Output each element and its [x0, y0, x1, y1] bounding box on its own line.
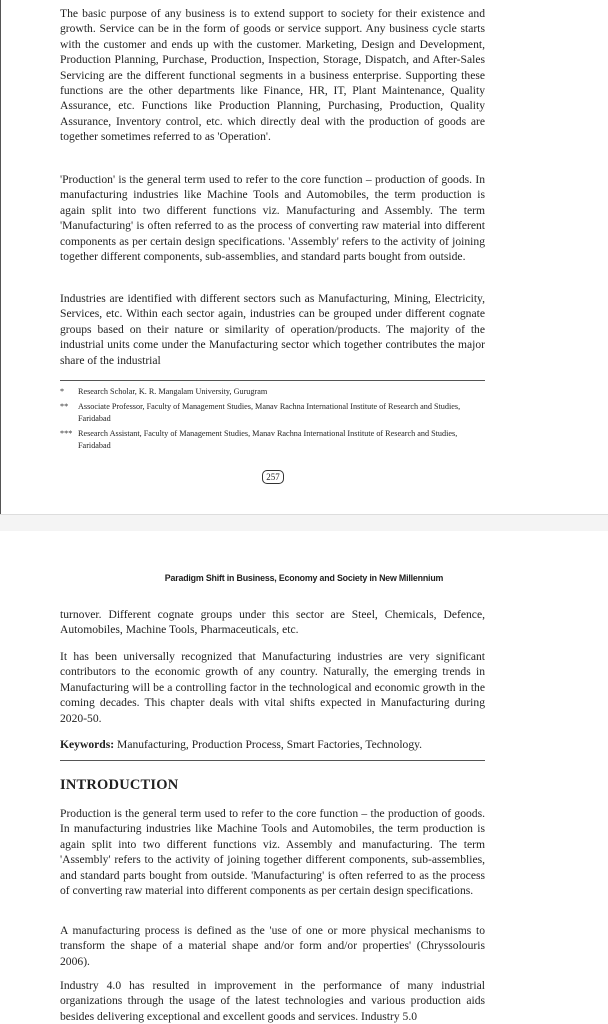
footnote-text: Associate Professor, Faculty of Management Studies, Manav Rachna International Institute of Research and Studies, Faridabad [78, 402, 461, 423]
intro-paragraph-3: Industry 4.0 has resulted in improvement in the performance of many industrial organizations through the usage of the latest technologies and various production aids besides delivering exceptional and excellent goods and services. Industry 5.0 [60, 979, 485, 1023]
intro-paragraph-2: A manufacturing process is defined as the 'use of one or more physical mechanisms to transform the shape of a material shape and/or form and/or properties' (Chryssolouris 2006). [60, 924, 485, 968]
footnote-text: Research Scholar, K. R. Mangalam University, Gurugram [78, 387, 268, 396]
page-separator [0, 514, 608, 532]
footnote-mark: * [60, 387, 65, 396]
running-head: Paradigm Shift in Business, Economy and Society in New Millennium [164, 573, 444, 584]
body-paragraph-1: The basic purpose of any business is to extend support to society for their existence and growth. Service can be in the form of goods or service support. Any business cycle starts with the customer and ends up with the customer. Marketing, Design and Development, Production Planning, Purchase, Production, Inspection, Storage, Dispatch, and After-Sales Servicing are the different functional segments in a business enterprise. Supporting these functions are the other departments like Finance, HR, IT, Plant Maintenance, Quality Assurance, etc. Functions like Production Planning, Purchasing, Production, Quality Assurance, Inventory control, etc. which directly deal with the production of goods are together sometimes referred to as 'Operation'. [60, 7, 485, 144]
page-258 [0, 531, 608, 1024]
keywords-line [60, 737, 485, 752]
page-left-border [0, 0, 1, 514]
section-divider [60, 760, 485, 761]
footnote-3 [60, 428, 490, 451]
body-paragraph-2: 'Production' is the general term used to refer to the core function – production of goods. In manufacturing industries like Machine Tools and Automobiles, the term production is again split into two different functions viz. Manufacturing and Assembly. The term 'Manufacturing' is often referred to as the process of converting raw material into different components as per certain design specifications. 'Assembly' refers to the activity of joining together different components, sub-assemblies, and standard parts bought from outside. [60, 173, 485, 264]
keywords-label: Keywords: [60, 738, 115, 751]
footnote-mark: ** [60, 402, 69, 411]
footnote-1 [60, 386, 490, 398]
recognition-paragraph: It has been universally recognized that Manufacturing industries are very significant contributors to the economic growth of any country. Naturally, the emerging trends in Manufacturing will be a controlling factor in the technological and economic growth in the coming decades. This chapter deals with vital shifts expected in Manufacturing during 2020-50. [60, 650, 485, 725]
footnote-2 [60, 401, 490, 424]
footnote-mark: *** [60, 429, 73, 438]
body-paragraph-3: Industries are identified with different sectors such as Manufacturing, Mining, Electricity, Services, etc. Within each sector again, industries can be grouped under different cognate groups based on their nature or similarity of operation/products. The majority of the industrial units come under the Manufacturing sector which together contributes the major share of the industrial [60, 292, 485, 367]
section-heading: INTRODUCTION [60, 777, 179, 793]
footnote-divider [60, 380, 485, 381]
keywords-text: Manufacturing, Production Process, Smart Factories, Technology. [114, 738, 423, 751]
continued-paragraph: turnover. Different cognate groups under this sector are Steel, Chemicals, Defence, Automobiles, Machine Tools, Pharmaceuticals, etc. [60, 608, 485, 637]
footnote-text: Research Assistant, Faculty of Management Studies, Manav Rachna International Institute of Research and Studies, Faridabad [78, 429, 458, 450]
page-number: 257 [262, 470, 284, 484]
intro-paragraph-1: Production is the general term used to refer to the core function – the production of goods. In manufacturing industries like Machine Tools and Automobiles, the term production is again split into two different functions viz. Assembly and manufacturing. The term 'Assembly' refers to the activity of joining together different components, sub-assemblies, and standard parts bought from outside. 'Manufacturing' is often referred to as the process of converting raw material into different components as per certain design specifications. [60, 807, 485, 898]
